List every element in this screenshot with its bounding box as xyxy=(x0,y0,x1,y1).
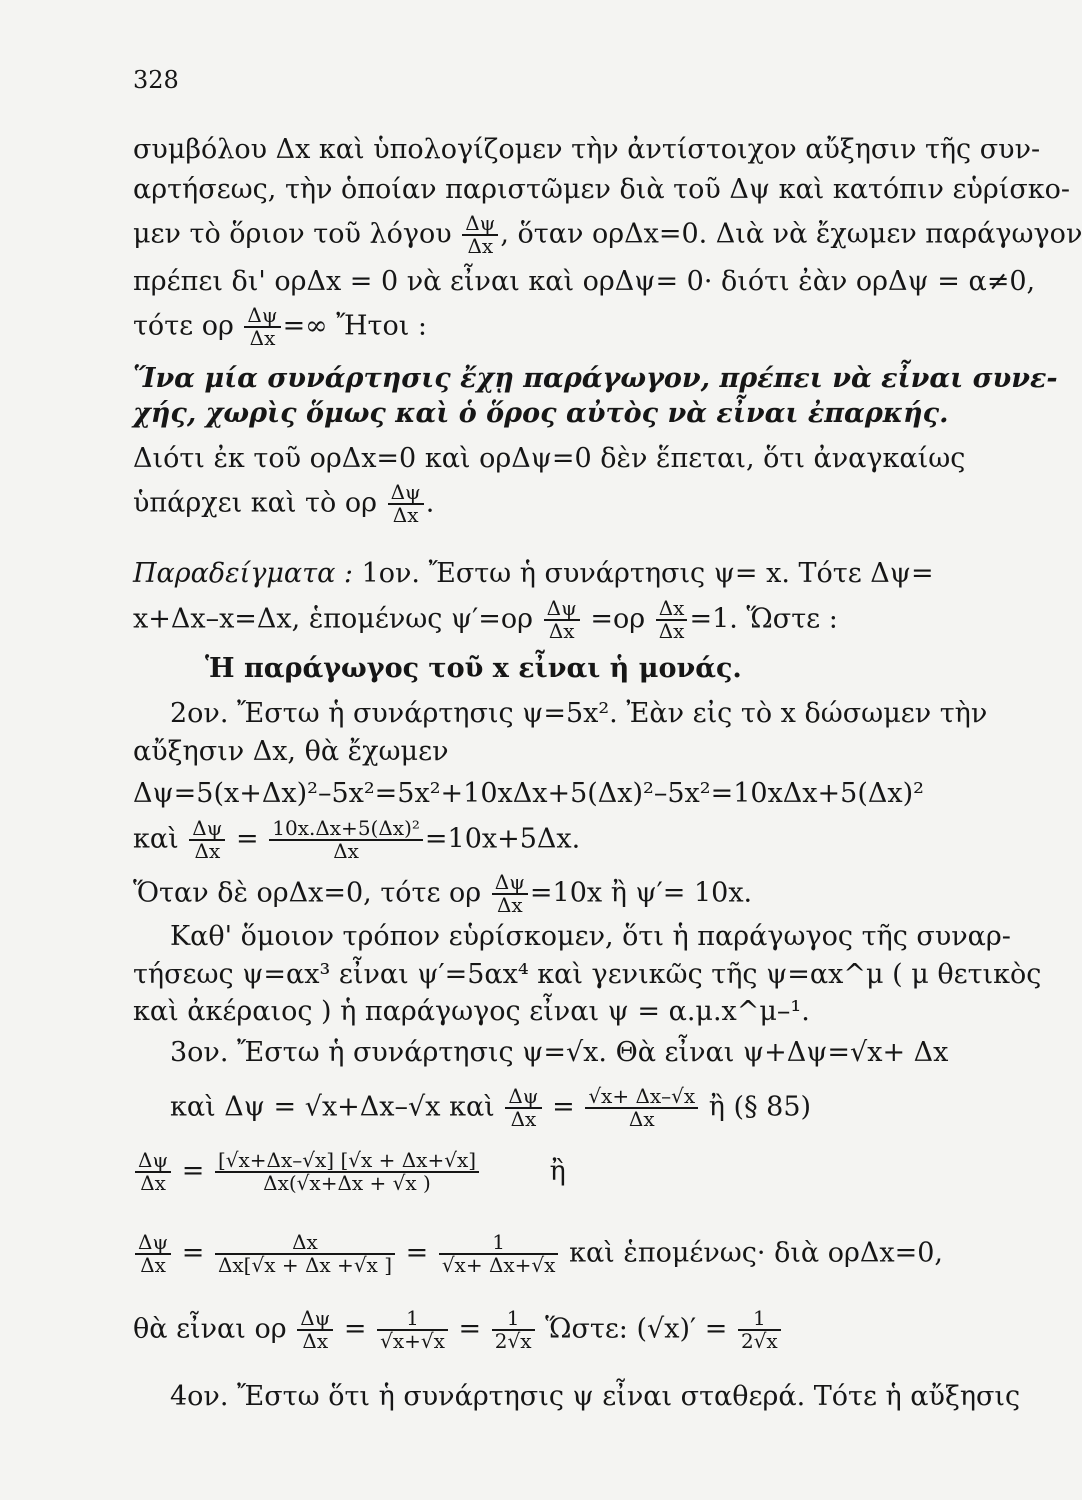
denominator: 2√x xyxy=(740,1329,778,1353)
text-line: Διότι ἐκ τοῦ ορΔx=0 καὶ ορΔψ=0 δὲν ἕπεται, ὅτι ἀναγκαίως xyxy=(133,443,966,474)
fraction xyxy=(135,1232,171,1276)
equation-line: Δψ=5(x+Δx)²–5x²=5x²+10xΔx+5(Δx)²–5x²=10xΔx+5(Δx)² xyxy=(133,778,924,809)
fraction xyxy=(492,1308,535,1352)
numerator: Δx xyxy=(215,1232,395,1255)
text-line: 2ον. Ἔστω ἡ συνάρτησις ψ=5x². Ἐὰν εἰς τὸ x δώσωμεν τὴν xyxy=(170,698,988,729)
equation-line xyxy=(133,1232,943,1276)
theorem-line: χής, χωρὶς ὅμως καὶ ὁ ὅρος αὐτὸς νὰ εἶναι ἐπαρκής. xyxy=(133,398,949,429)
fraction xyxy=(297,1308,333,1352)
conclusion-line: Ἡ παράγωγος τοῦ x εἶναι ἡ μονάς. xyxy=(205,653,742,684)
radical: √x+ Δx xyxy=(850,1037,949,1068)
text-fragment: =10x ἢ ψ′= 10x. xyxy=(529,877,753,909)
fraction xyxy=(388,482,424,526)
denominator: Δx xyxy=(140,1253,166,1277)
text-fragment: = xyxy=(552,1091,575,1123)
text-fragment: 1ον. Ἔστω ἡ συνάρτησις ψ= x. Τότε Δψ= xyxy=(361,558,934,589)
text-fragment: καὶ xyxy=(133,823,179,855)
fraction xyxy=(439,1232,559,1276)
text-line: πρέπει δι' ορΔx = 0 νὰ εἶναι καὶ ορΔψ= 0· διότι ἐὰν ορΔψ = α≠0, xyxy=(133,266,1036,297)
equation-line xyxy=(133,1150,566,1194)
numerator: Δψ xyxy=(388,482,424,505)
text-line xyxy=(133,213,1082,257)
fraction xyxy=(135,1150,171,1194)
denominator: Δx xyxy=(249,326,276,350)
numerator: Δψ xyxy=(505,1086,541,1109)
text-fragment: 3ον. Ἔστω ἡ συνάρτησις ψ= xyxy=(170,1037,566,1068)
denominator: Δx xyxy=(658,619,685,643)
numerator: Δx xyxy=(656,598,688,621)
page-number: 328 xyxy=(133,66,179,94)
numerator: 1 xyxy=(738,1308,781,1331)
equation-line xyxy=(133,818,580,862)
radical: √x xyxy=(647,1313,680,1345)
numerator: 1 xyxy=(377,1308,448,1331)
denominator: Δx xyxy=(496,893,523,917)
equals-sign: = xyxy=(181,1155,205,1187)
fraction xyxy=(738,1308,781,1352)
text-fragment: = xyxy=(236,823,259,855)
numerator: Δψ xyxy=(135,1150,171,1173)
text-line: καὶ ἀκέραιος ) ἡ παράγωγος εἶναι ψ = α.μ.x^μ–¹. xyxy=(133,996,810,1027)
text-fragment: =1. Ὥστε : xyxy=(689,603,838,635)
fraction xyxy=(377,1308,448,1352)
examples-heading: Παραδείγματα : xyxy=(133,558,353,589)
text-line xyxy=(170,1036,948,1070)
text-line: αρτήσεως, τὴν ὁποίαν παριστῶμεν διὰ τοῦ Δψ καὶ κατόπιν εὑρίσκο- xyxy=(133,174,1071,205)
numerator: Δψ xyxy=(462,213,498,236)
denominator: Δx xyxy=(140,1171,166,1195)
numerator: Δψ xyxy=(492,872,528,895)
equals-sign: = xyxy=(405,1237,429,1269)
denominator: Δx xyxy=(467,234,494,258)
text-fragment: μεν τὸ ὅριον τοῦ λόγου xyxy=(133,218,452,250)
numerator: Δψ xyxy=(244,305,280,328)
numerator: Δψ xyxy=(544,598,580,621)
text-fragment: )′ = xyxy=(679,1313,728,1345)
text-line xyxy=(133,305,427,349)
numerator: Δψ xyxy=(297,1308,333,1331)
denominator: Δx xyxy=(548,619,575,643)
numerator: √x+ Δx–√x xyxy=(585,1086,698,1109)
radical: √x xyxy=(565,1037,599,1068)
text-fragment: =ορ xyxy=(590,603,646,635)
fraction xyxy=(189,818,225,862)
fraction xyxy=(215,1232,395,1276)
text-fragment: =∞ Ἤτοι : xyxy=(282,310,428,342)
denominator: Δx xyxy=(392,503,419,527)
denominator: √x+√x xyxy=(380,1329,445,1353)
denominator: Δx xyxy=(333,839,359,863)
text-line xyxy=(133,557,934,591)
numerator: Δψ xyxy=(135,1232,171,1255)
fraction xyxy=(492,872,528,916)
equals-sign: = xyxy=(458,1313,482,1345)
denominator: Δx[√x + Δx +√x ] xyxy=(217,1253,392,1277)
text-line: Καθ' ὅμοιον τρόπον εὑρίσκομεν, ὅτι ἡ παράγωγος τῆς συναρ- xyxy=(170,921,1011,952)
text-fragment: θὰ εἶναι ορ xyxy=(133,1313,287,1345)
equals-sign: = xyxy=(181,1237,205,1269)
text-fragment: =10x+5Δx. xyxy=(424,823,581,855)
text-line: τήσεως ψ=αx³ εἶναι ψ′=5αx⁴ καὶ γενικῶς τῆς ψ=αx^μ ( μ θετικὸς xyxy=(133,959,1042,990)
text-fragment: καὶ ἑπομένως· διὰ ορΔx=0, xyxy=(569,1237,943,1269)
fraction xyxy=(244,305,280,349)
text-fragment: καὶ Δψ = xyxy=(170,1091,297,1123)
numerator: 10x.Δx+5(Δx)² xyxy=(269,818,423,841)
text-fragment: καὶ xyxy=(449,1091,495,1123)
text-line xyxy=(133,482,434,526)
denominator: Δx xyxy=(510,1107,537,1131)
text-line: 4ον. Ἔστω ὅτι ἡ συνάρτησις ψ εἶναι σταθερά. Τότε ἡ αὔξησις xyxy=(170,1381,1021,1412)
radical: √x+Δx–√x xyxy=(304,1091,441,1123)
text-fragment: ὑπάρχει καὶ τὸ ορ xyxy=(133,487,377,519)
text-fragment: . Θὰ εἶναι ψ+Δψ= xyxy=(598,1037,851,1068)
fraction xyxy=(544,598,580,642)
fraction xyxy=(585,1086,698,1130)
denominator: 2√x xyxy=(494,1329,532,1353)
denominator: Δx(√x+Δx + √x ) xyxy=(263,1171,431,1195)
fraction xyxy=(505,1086,541,1130)
numerator: [√x+Δx–√x] [√x + Δx+√x] xyxy=(215,1150,479,1173)
denominator: √x+ Δx+√x xyxy=(441,1253,556,1277)
equation-line xyxy=(170,1086,811,1130)
fraction xyxy=(462,213,498,257)
text-fragment: ἢ (§ 85) xyxy=(708,1091,812,1123)
fraction xyxy=(269,818,423,862)
fraction xyxy=(215,1150,479,1194)
text-fragment: Ὅταν δὲ ορΔx=0, τότε ορ xyxy=(133,877,482,909)
text-fragment: Ὥστε: ( xyxy=(545,1313,648,1345)
text-line: αὔξησιν Δx, θὰ ἔχωμεν xyxy=(133,736,449,767)
text-line: συμβόλου Δx καὶ ὑπολογίζομεν τὴν ἀντίστοιχον αὔξησιν τῆς συν- xyxy=(133,134,1041,165)
denominator: Δx xyxy=(302,1329,329,1353)
equation-line xyxy=(133,872,752,916)
equals-sign: = xyxy=(343,1313,367,1345)
text-line xyxy=(133,598,838,642)
denominator: Δx xyxy=(194,839,221,863)
text-fragment: , ὅταν ορΔx=0. Διὰ νὰ ἔχωμεν παράγωγον xyxy=(500,218,1082,250)
theorem-line: Ἵνα μία συνάρτησις ἔχῃ παράγωγον, πρέπει νὰ εἶναι συνε- xyxy=(133,363,1058,394)
denominator: Δx xyxy=(628,1107,655,1131)
text-fragment: ἢ xyxy=(549,1155,566,1187)
text-fragment: . xyxy=(425,487,435,519)
text-fragment: τότε ορ xyxy=(133,310,234,342)
numerator: Δψ xyxy=(189,818,225,841)
numerator: 1 xyxy=(492,1308,535,1331)
numerator: 1 xyxy=(439,1232,559,1255)
text-fragment: x+Δx–x=Δx, ἑπομένως ψ′=ορ xyxy=(133,603,534,635)
fraction xyxy=(656,598,688,642)
equation-line xyxy=(133,1308,783,1352)
